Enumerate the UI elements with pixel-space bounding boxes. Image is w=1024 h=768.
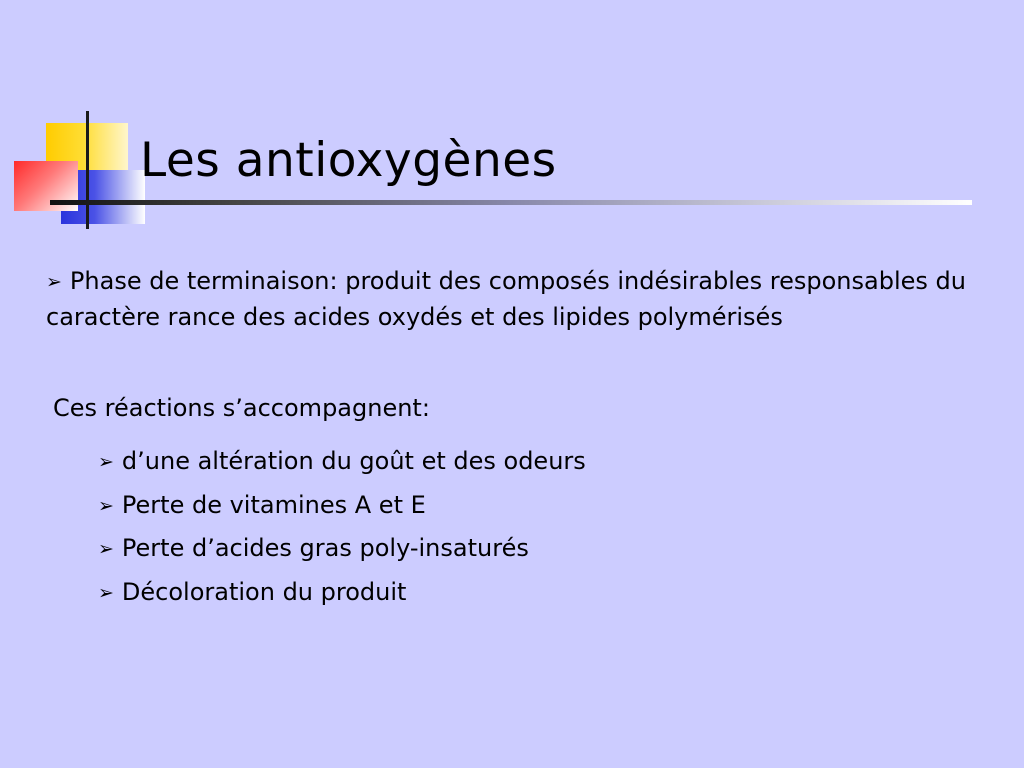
vertical-rule [86, 111, 89, 229]
list-item [98, 571, 586, 615]
bullet-list [98, 440, 586, 614]
list-item-text: Décoloration du produit [121, 577, 407, 606]
title-underline [50, 200, 972, 205]
arrow-bullet-icon: ➢ [98, 451, 114, 473]
sub-list-intro: Ces réactions s’accompagnent: [53, 394, 430, 422]
arrow-bullet-icon: ➢ [46, 271, 62, 293]
list-item-text: d’une altération du goût et des odeurs [121, 447, 586, 475]
main-paragraph-text: Phase de terminaison: produit des composés indésirables responsables du caractère rance des acides oxydés et des lipides polymérisés [46, 267, 966, 331]
list-item [98, 484, 586, 528]
slide-title: Les antioxygènes [140, 133, 557, 188]
list-item-text: Perte d’acides gras poly-insaturés [121, 534, 529, 562]
arrow-bullet-icon: ➢ [98, 494, 114, 517]
arrow-bullet-icon: ➢ [98, 581, 114, 604]
list-item-text: Perte de vitamines A et E [121, 490, 426, 519]
main-paragraph [46, 264, 966, 335]
arrow-bullet-icon: ➢ [98, 538, 114, 560]
list-item [98, 527, 586, 571]
list-item [98, 440, 586, 484]
